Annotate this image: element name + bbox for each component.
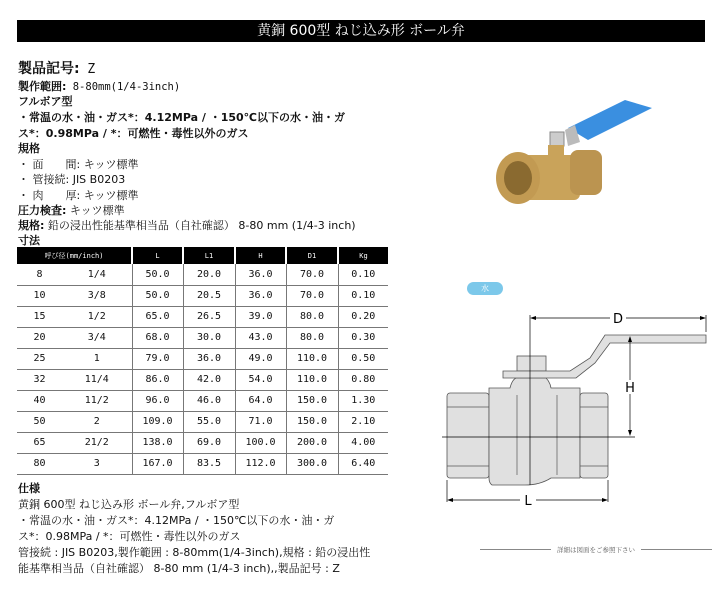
header-l: L	[132, 247, 183, 264]
table-cell: 150.0	[286, 411, 338, 432]
product-code	[18, 62, 95, 77]
table-cell: 40	[17, 390, 62, 411]
table-cell: 150.0	[286, 390, 338, 411]
table-row	[17, 348, 388, 369]
dimensions-table	[17, 247, 388, 475]
header-l1: L1	[183, 247, 235, 264]
spec-line: 黄銅 600型 ねじ込み形 ボール弁,フルボア型	[18, 498, 240, 511]
table-cell: 3/8	[62, 285, 132, 306]
table-cell: 10	[17, 285, 62, 306]
table-cell: 54.0	[235, 369, 286, 390]
page-title: 黄銅 600型 ねじ込み形 ボール弁	[17, 20, 705, 42]
table-cell: 300.0	[286, 453, 338, 474]
table-cell: 167.0	[132, 453, 183, 474]
water-badge: 水	[467, 282, 503, 295]
table-row	[17, 453, 388, 474]
dimensions-heading: 寸法	[18, 234, 40, 247]
table-cell: 20.5	[183, 285, 235, 306]
table-cell: 1.30	[338, 390, 388, 411]
table-cell: 2	[62, 411, 132, 432]
table-cell: 50.0	[132, 285, 183, 306]
table-row	[17, 264, 388, 285]
standard-item: ・ 管接続: JIS B0203	[18, 173, 126, 186]
table-cell: 39.0	[235, 306, 286, 327]
table-cell: 200.0	[286, 432, 338, 453]
table-cell: 32	[17, 369, 62, 390]
header-kg: Kg	[338, 247, 388, 264]
table-cell: 0.30	[338, 327, 388, 348]
label-h: H	[625, 381, 635, 396]
table-cell: 86.0	[132, 369, 183, 390]
standard-item: ・ 肉 厚: キッツ標準	[18, 189, 139, 202]
spec-line: ス*：0.98MPa / *：可燃性・毒性以外のガス	[18, 530, 241, 543]
table-cell: 3	[62, 453, 132, 474]
table-cell: 65	[17, 432, 62, 453]
table-cell: 70.0	[286, 264, 338, 285]
manufacturing-range	[18, 79, 180, 95]
table-row	[17, 390, 388, 411]
pressure-line-2: ス*：0.98MPa / *：可燃性・毒性以外のガス	[18, 127, 249, 140]
header-d1: D1	[286, 247, 338, 264]
table-cell: 50.0	[132, 264, 183, 285]
pressure-line-1: ・常温の水・油・ガス*：4.12MPa / ・150℃以下の水・油・ガ	[18, 111, 345, 124]
table-cell: 65.0	[132, 306, 183, 327]
table-row	[17, 285, 388, 306]
drawing-note	[480, 543, 712, 555]
table-cell: 3/4	[62, 327, 132, 348]
standard-item: ・ 面 間: キッツ標準	[18, 158, 139, 171]
table-cell: 0.80	[338, 369, 388, 390]
table-row	[17, 369, 388, 390]
inspection-value: キッツ標準	[66, 204, 125, 217]
lead-value: 鉛の浸出性能基準相当品（自社確認） 8-80 mm (1/4-3 inch)	[44, 219, 356, 232]
table-cell: 36.0	[183, 348, 235, 369]
table-cell: 110.0	[286, 348, 338, 369]
table-row	[17, 411, 388, 432]
table-cell: 109.0	[132, 411, 183, 432]
table-cell: 11/4	[62, 369, 132, 390]
product-code-value: Z	[79, 62, 96, 77]
spec-heading: 仕様	[18, 482, 40, 495]
lead-label: 規格:	[18, 219, 45, 232]
label-d: D	[612, 312, 624, 327]
table-row	[17, 327, 388, 348]
table-cell: 0.10	[338, 264, 388, 285]
table-cell: 15	[17, 306, 62, 327]
table-cell: 21/2	[62, 432, 132, 453]
table-cell: 36.0	[235, 264, 286, 285]
drawing-note-text: 詳細は図面をご参照下さい	[557, 545, 635, 554]
ball-valve-photo	[480, 80, 670, 220]
label-l: L	[524, 494, 532, 509]
table-cell: 1/2	[62, 306, 132, 327]
bore-type: フルボア型	[18, 95, 73, 108]
valve-dimension-drawing	[430, 270, 720, 510]
table-cell: 20.0	[183, 264, 235, 285]
table-cell: 30.0	[183, 327, 235, 348]
standard-heading: 規格	[18, 142, 40, 155]
table-cell: 68.0	[132, 327, 183, 348]
header-h: H	[235, 247, 286, 264]
table-cell: 1/4	[62, 264, 132, 285]
table-cell: 80	[17, 453, 62, 474]
table-cell: 80.0	[286, 327, 338, 348]
table-cell: 79.0	[132, 348, 183, 369]
table-cell: 26.5	[183, 306, 235, 327]
product-code-label: 製品記号:	[18, 61, 80, 77]
table-cell: 0.50	[338, 348, 388, 369]
inspection-label: 圧力検査:	[18, 204, 67, 217]
header-nominal: 呼び径(mm/inch)	[17, 247, 132, 264]
table-cell: 55.0	[183, 411, 235, 432]
table-cell: 96.0	[132, 390, 183, 411]
table-cell: 49.0	[235, 348, 286, 369]
table-cell: 69.0	[183, 432, 235, 453]
spec-line: ・常温の水・油・ガス*：4.12MPa / ・150℃以下の水・油・ガ	[18, 514, 335, 527]
table-row	[17, 306, 388, 327]
table-cell: 42.0	[183, 369, 235, 390]
lead-standard	[18, 218, 356, 233]
divider	[480, 549, 551, 550]
table-cell: 110.0	[286, 369, 338, 390]
table-cell: 8	[17, 264, 62, 285]
pressure-inspection	[18, 203, 125, 218]
table-cell: 11/2	[62, 390, 132, 411]
table-cell: 6.40	[338, 453, 388, 474]
table-cell: 4.00	[338, 432, 388, 453]
table-cell: 0.10	[338, 285, 388, 306]
table-header	[17, 247, 388, 264]
table-cell: 50	[17, 411, 62, 432]
table-cell: 36.0	[235, 285, 286, 306]
table-cell: 80.0	[286, 306, 338, 327]
divider	[641, 549, 712, 550]
spec-line: 管接続 : JIS B0203,製作範囲 : 8-80mm(1/4-3inch),規格 : 鉛の浸出性	[18, 546, 371, 559]
table-cell: 70.0	[286, 285, 338, 306]
table-cell: 71.0	[235, 411, 286, 432]
table-cell: 112.0	[235, 453, 286, 474]
table-cell: 100.0	[235, 432, 286, 453]
table-cell: 83.5	[183, 453, 235, 474]
table-cell: 2.10	[338, 411, 388, 432]
spec-line: 能基準相当品（自社確認） 8-80 mm (1/4-3 inch),,製品記号 : Z	[18, 562, 340, 575]
table-cell: 138.0	[132, 432, 183, 453]
range-value: 8-80mm(1/4-3inch)	[66, 81, 181, 93]
table-cell: 0.20	[338, 306, 388, 327]
table-cell: 64.0	[235, 390, 286, 411]
table-cell: 43.0	[235, 327, 286, 348]
table-cell: 46.0	[183, 390, 235, 411]
table-row	[17, 432, 388, 453]
range-label: 製作範囲:	[18, 80, 67, 93]
table-cell: 25	[17, 348, 62, 369]
table-cell: 1	[62, 348, 132, 369]
table-cell: 20	[17, 327, 62, 348]
